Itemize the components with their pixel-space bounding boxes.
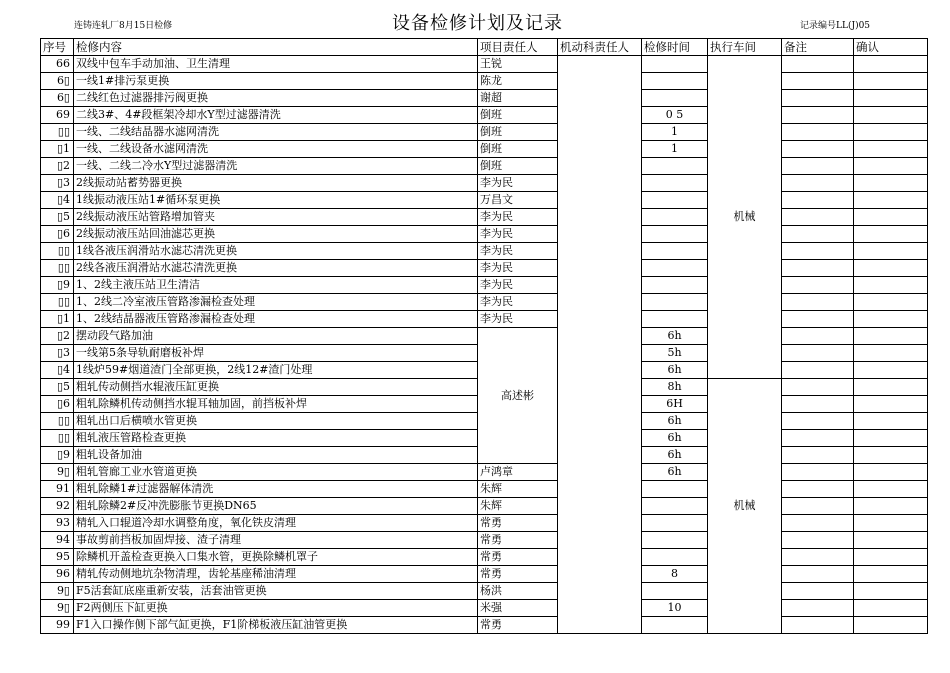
row-number: 9▯ (41, 583, 74, 600)
row-time (642, 277, 708, 294)
table-row (41, 56, 928, 73)
row-remark (782, 107, 854, 124)
table-row (41, 226, 928, 243)
table-row (41, 260, 928, 277)
row-confirm (854, 175, 928, 192)
row-content: 一线、二线二冷水Y型过滤器清洗 (74, 158, 478, 175)
row-owner: 李为民 (478, 209, 558, 226)
row-remark (782, 481, 854, 498)
row-content: 一线1#排污泵更换 (74, 73, 478, 90)
row-remark (782, 549, 854, 566)
row-time: 1 (642, 124, 708, 141)
row-content: 粗轧设备加油 (74, 447, 478, 464)
row-time (642, 515, 708, 532)
row-number: 99 (41, 617, 74, 634)
row-time (642, 175, 708, 192)
row-number: ▯4 (41, 362, 74, 379)
row-time (642, 226, 708, 243)
row-number: ▯4 (41, 192, 74, 209)
row-number: 6▯ (41, 73, 74, 90)
row-content: 1、2线二冷室液压管路渗漏检查处理 (74, 294, 478, 311)
row-number: 96 (41, 566, 74, 583)
row-owner: 李为民 (478, 311, 558, 328)
row-remark (782, 430, 854, 447)
row-time: 6h (642, 328, 708, 345)
row-number: 9▯ (41, 464, 74, 481)
row-content: 粗轧液压管路检查更换 (74, 430, 478, 447)
row-remark (782, 141, 854, 158)
col-header-dept-owner: 机动科责任人 (558, 39, 642, 56)
row-owner: 常勇 (478, 617, 558, 634)
row-content: 事故剪前挡板加固焊接、渣子清理 (74, 532, 478, 549)
row-remark (782, 515, 854, 532)
row-remark (782, 617, 854, 634)
row-workshop: 机械 (708, 379, 782, 634)
row-time (642, 90, 708, 107)
row-time (642, 192, 708, 209)
row-remark (782, 583, 854, 600)
row-owner: 陈龙 (478, 73, 558, 90)
row-content: 二线红色过滤器排污阀更换 (74, 90, 478, 107)
row-time (642, 260, 708, 277)
row-number: 92 (41, 498, 74, 515)
row-number: ▯5 (41, 379, 74, 396)
row-confirm (854, 277, 928, 294)
row-number: ▯9 (41, 447, 74, 464)
table-row (41, 498, 928, 515)
row-number: ▯9 (41, 277, 74, 294)
row-time: 6h (642, 362, 708, 379)
table-row (41, 124, 928, 141)
row-remark (782, 56, 854, 73)
row-remark (782, 90, 854, 107)
row-confirm (854, 345, 928, 362)
row-number: ▯1 (41, 311, 74, 328)
row-time: 1 (642, 141, 708, 158)
row-number: ▯2 (41, 158, 74, 175)
table-row (41, 566, 928, 583)
col-header-workshop: 执行车间 (708, 39, 782, 56)
row-content: 一线、二线设备水滤网清洗 (74, 141, 478, 158)
row-content: 一线第5条导轨耐磨板补焊 (74, 345, 478, 362)
row-content: 粗轧除鳞机传动侧挡水辊耳轴加固，前挡板补焊 (74, 396, 478, 413)
table-row (41, 158, 928, 175)
row-content: 精轧入口辊道冷却水调整角度，氧化铁皮清理 (74, 515, 478, 532)
row-number: 91 (41, 481, 74, 498)
row-number: ▯3 (41, 175, 74, 192)
row-owner: 倒班 (478, 107, 558, 124)
row-owner: 李为民 (478, 260, 558, 277)
row-confirm (854, 124, 928, 141)
row-remark (782, 209, 854, 226)
row-time: 6h (642, 430, 708, 447)
table-row (41, 328, 928, 345)
row-confirm (854, 158, 928, 175)
row-content: 摆动段气路加油 (74, 328, 478, 345)
row-content: 双线中包车手动加油、卫生清理 (74, 56, 478, 73)
row-content: 2线各液压润滑站水滤芯清洗更换 (74, 260, 478, 277)
row-workshop: 机械 (708, 56, 782, 379)
row-owner: 倒班 (478, 124, 558, 141)
row-content: 1、2线结晶器液压管路渗漏检查处理 (74, 311, 478, 328)
table-row (41, 311, 928, 328)
row-owner: 常勇 (478, 566, 558, 583)
row-confirm (854, 362, 928, 379)
row-remark (782, 413, 854, 430)
row-content: F2两侧压下缸更换 (74, 600, 478, 617)
row-number: ▯▯ (41, 124, 74, 141)
row-number: ▯3 (41, 345, 74, 362)
row-content: 2线振动液压站回油滤芯更换 (74, 226, 478, 243)
row-number: ▯6 (41, 226, 74, 243)
table-row (41, 243, 928, 260)
row-time (642, 549, 708, 566)
row-content: 2线振动站蓄势器更换 (74, 175, 478, 192)
row-remark (782, 532, 854, 549)
row-number: 6▯ (41, 90, 74, 107)
row-content: 粗轧出口后横喷水管更换 (74, 413, 478, 430)
row-time: 6h (642, 464, 708, 481)
row-number: ▯▯ (41, 413, 74, 430)
row-remark (782, 566, 854, 583)
row-number: 93 (41, 515, 74, 532)
row-number: 9▯ (41, 600, 74, 617)
col-header-time: 检修时间 (642, 39, 708, 56)
row-owner: 王锐 (478, 56, 558, 73)
row-time (642, 209, 708, 226)
table-row (41, 294, 928, 311)
row-time: 0 5 (642, 107, 708, 124)
col-header-no: 序号 (41, 39, 74, 56)
col-header-owner: 项目责任人 (478, 39, 558, 56)
row-time: 6h (642, 447, 708, 464)
col-header-remark: 备注 (782, 39, 854, 56)
row-confirm (854, 447, 928, 464)
row-content: 1线各液压润滑站水滤芯清洗更换 (74, 243, 478, 260)
table-row (41, 90, 928, 107)
table-row (41, 515, 928, 532)
row-number: ▯▯ (41, 243, 74, 260)
row-remark (782, 498, 854, 515)
row-number: 66 (41, 56, 74, 73)
row-confirm (854, 107, 928, 124)
row-remark (782, 328, 854, 345)
row-owner: 常勇 (478, 532, 558, 549)
row-confirm (854, 413, 928, 430)
header-left-text: 连铸连轧厂8月15日检修 (74, 21, 173, 31)
row-content: 一线、二线结晶器水滤网清洗 (74, 124, 478, 141)
row-confirm (854, 226, 928, 243)
row-time (642, 243, 708, 260)
row-content: 除鳞机开盖检查更换入口集水管，更换除鳞机罩子 (74, 549, 478, 566)
row-confirm (854, 600, 928, 617)
row-content: 粗轧除鳞2#反冲洗膨胀节更换DN65 (74, 498, 478, 515)
row-content: F5活套缸底座重新安装，活套油管更换 (74, 583, 478, 600)
row-time: 6h (642, 413, 708, 430)
row-confirm (854, 56, 928, 73)
row-owner: 朱辉 (478, 498, 558, 515)
row-content: 粗轧除鳞1#过滤器解体清洗 (74, 481, 478, 498)
row-time (642, 481, 708, 498)
row-time (642, 56, 708, 73)
row-number: ▯▯ (41, 294, 74, 311)
table-row (41, 600, 928, 617)
row-time (642, 294, 708, 311)
row-confirm (854, 532, 928, 549)
row-confirm (854, 549, 928, 566)
row-confirm (854, 379, 928, 396)
row-content: 1线炉59#烟道渣门全部更换，2线12#渣门处理 (74, 362, 478, 379)
row-time: 10 (642, 600, 708, 617)
row-confirm (854, 481, 928, 498)
row-time: 6H (642, 396, 708, 413)
row-confirm (854, 260, 928, 277)
table-header-row (41, 39, 928, 56)
row-remark (782, 243, 854, 260)
maintenance-table (40, 38, 928, 634)
table-row (41, 73, 928, 90)
row-owner: 杨洪 (478, 583, 558, 600)
row-owner: 倒班 (478, 141, 558, 158)
row-time (642, 583, 708, 600)
row-owner: 米强 (478, 600, 558, 617)
row-confirm (854, 515, 928, 532)
table-row (41, 192, 928, 209)
row-confirm (854, 617, 928, 634)
row-remark (782, 600, 854, 617)
row-remark (782, 294, 854, 311)
row-owner: 谢超 (478, 90, 558, 107)
page-title: 设备检修计划及记录 (392, 13, 563, 34)
row-time (642, 532, 708, 549)
row-content: 二线3#、4#段框架冷却水Y型过滤器清洗 (74, 107, 478, 124)
row-number: ▯5 (41, 209, 74, 226)
row-owner: 李为民 (478, 175, 558, 192)
row-number: 69 (41, 107, 74, 124)
row-remark (782, 192, 854, 209)
row-remark (782, 124, 854, 141)
row-confirm (854, 73, 928, 90)
table-row (41, 175, 928, 192)
row-confirm (854, 566, 928, 583)
row-remark (782, 226, 854, 243)
row-time: 5h (642, 345, 708, 362)
row-remark (782, 362, 854, 379)
row-confirm (854, 294, 928, 311)
row-remark (782, 311, 854, 328)
table-row (41, 583, 928, 600)
table-row (41, 481, 928, 498)
row-content: 1、2线主液压站卫生清洁 (74, 277, 478, 294)
table-row (41, 532, 928, 549)
row-owner: 李为民 (478, 277, 558, 294)
table-row (41, 209, 928, 226)
row-remark (782, 260, 854, 277)
row-number: ▯6 (41, 396, 74, 413)
row-owner: 万昌文 (478, 192, 558, 209)
row-confirm (854, 141, 928, 158)
row-remark (782, 345, 854, 362)
row-number: 94 (41, 532, 74, 549)
row-remark (782, 379, 854, 396)
row-confirm (854, 464, 928, 481)
row-confirm (854, 311, 928, 328)
row-content: F1入口操作侧下部气缸更换，F1阶梯板液压缸油管更换 (74, 617, 478, 634)
row-confirm (854, 498, 928, 515)
table-row (41, 107, 928, 124)
row-time (642, 73, 708, 90)
row-remark (782, 396, 854, 413)
row-number: 95 (41, 549, 74, 566)
row-time (642, 158, 708, 175)
row-number: ▯▯ (41, 260, 74, 277)
row-confirm (854, 430, 928, 447)
col-header-confirm: 确认 (854, 39, 928, 56)
row-remark (782, 464, 854, 481)
col-header-content: 检修内容 (74, 39, 478, 56)
row-confirm (854, 583, 928, 600)
row-content: 1线振动液压站1#循环泵更换 (74, 192, 478, 209)
row-content: 2线振动液压站管路增加管夹 (74, 209, 478, 226)
row-time (642, 617, 708, 634)
row-owner: 卢鸿章 (478, 464, 558, 481)
row-owner: 李为民 (478, 226, 558, 243)
row-confirm (854, 243, 928, 260)
row-owner: 常勇 (478, 515, 558, 532)
row-confirm (854, 90, 928, 107)
row-time (642, 498, 708, 515)
table-row (41, 549, 928, 566)
row-number: ▯2 (41, 328, 74, 345)
row-content: 粗轧传动侧挡水辊液压缸更换 (74, 379, 478, 396)
row-remark (782, 73, 854, 90)
row-owner: 李为民 (478, 294, 558, 311)
row-remark (782, 277, 854, 294)
table-row (41, 277, 928, 294)
row-remark (782, 158, 854, 175)
row-remark (782, 447, 854, 464)
row-owner-merged: 高述彬 (478, 328, 558, 464)
row-owner: 倒班 (478, 158, 558, 175)
row-content: 粗轧管廊工业水管道更换 (74, 464, 478, 481)
row-owner: 朱辉 (478, 481, 558, 498)
row-time: 8h (642, 379, 708, 396)
record-number: 记录编号LL(J)05 (800, 21, 871, 31)
row-number: ▯▯ (41, 430, 74, 447)
table-row (41, 141, 928, 158)
table-row (41, 464, 928, 481)
row-owner: 常勇 (478, 549, 558, 566)
row-time (642, 311, 708, 328)
row-content: 精轧传动侧地坑杂物清理，齿轮基座稀油清理 (74, 566, 478, 583)
row-remark (782, 175, 854, 192)
row-confirm (854, 328, 928, 345)
row-confirm (854, 209, 928, 226)
row-dept-owner (558, 56, 642, 634)
row-time: 8 (642, 566, 708, 583)
row-number: ▯1 (41, 141, 74, 158)
row-confirm (854, 192, 928, 209)
table-row (41, 617, 928, 634)
row-owner: 李为民 (478, 243, 558, 260)
row-confirm (854, 396, 928, 413)
